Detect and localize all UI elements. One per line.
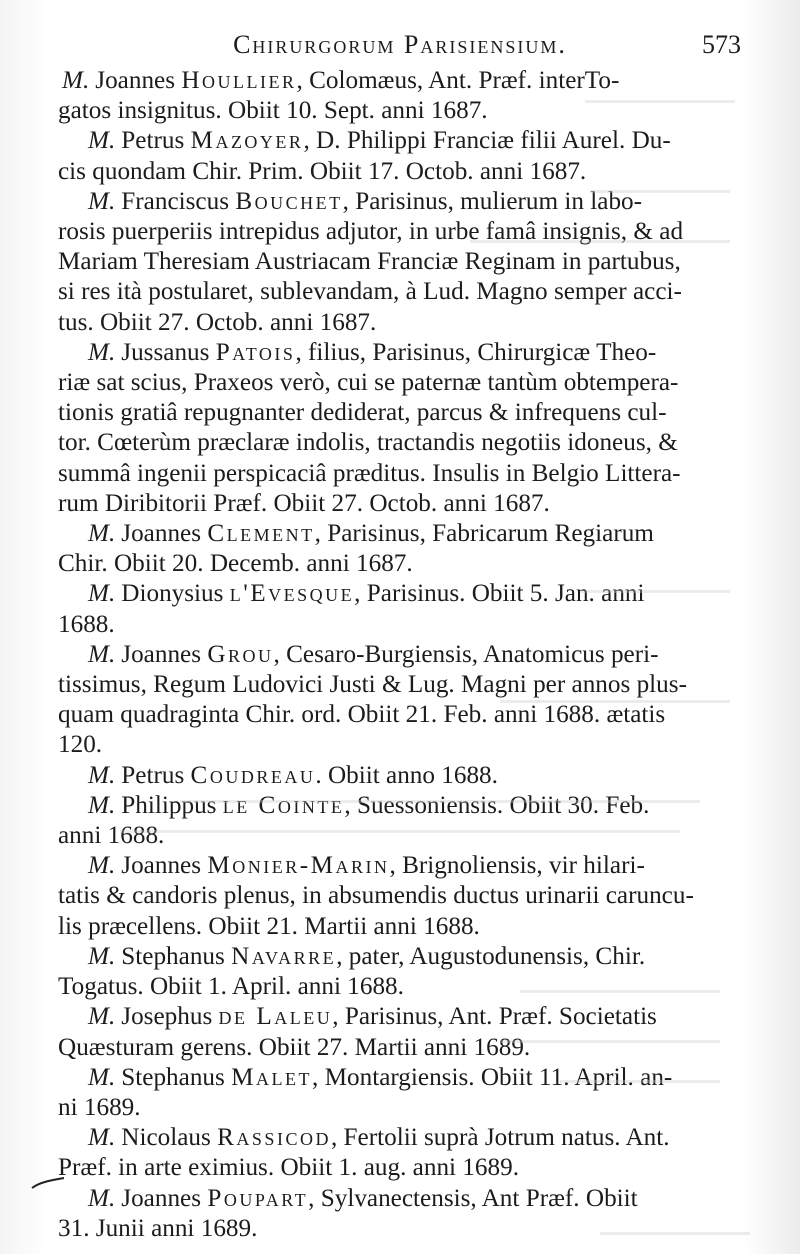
magister-abbrev: M. [88, 852, 116, 880]
surname: Rassicod [217, 1124, 331, 1152]
entry-text: , filius, Parisinus, Chirurgicæ Theo- [295, 338, 657, 366]
entry-text: , Sylvanectensis, Ant Præf. Obiit [308, 1184, 638, 1212]
magister-abbrev: M. [88, 1003, 116, 1031]
entry-first-line [58, 579, 762, 609]
magister-abbrev: M. [88, 338, 116, 366]
given-name: Joannes [121, 640, 208, 668]
entry-first-line [58, 640, 762, 670]
entry-first-line [58, 1002, 762, 1032]
entry-first-line [58, 126, 762, 156]
necrology-entry [58, 791, 762, 851]
entry-line: rum Diribitorii Præf. Obiit 27. Octob. anni 1687. [58, 489, 550, 517]
entry-text: , Parisinus. Obiit 5. Jan. anni [354, 580, 645, 608]
magister-abbrev: M. [88, 761, 116, 789]
magister-abbrev: M. [88, 942, 116, 970]
surname: l'Evesque [229, 580, 355, 608]
necrology-entry [58, 942, 762, 1002]
necrology-entry [58, 1123, 762, 1183]
entry-line: 120. [58, 731, 103, 759]
entry-line: riæ sat scius, Praxeos verò, cui se paternæ tantùm obtempera- [58, 369, 679, 397]
entry-first-line [58, 1123, 762, 1153]
necrology-entry [58, 338, 762, 519]
given-name: Petrus [121, 761, 191, 789]
given-name: Josephus [121, 1003, 219, 1031]
surname: Clement [207, 520, 315, 548]
entry-line: 31. Junii anni 1689. [58, 1214, 258, 1242]
given-name: Joannes [121, 520, 208, 548]
entry-line: Præf. in arte eximius. Obiit 1. aug. anni 1689. [58, 1154, 520, 1182]
entry-first-line [58, 66, 762, 96]
entry-line: si res ità postularet, sublevandam, à Lud. Magno semper acci- [58, 278, 682, 306]
necrology-entry [58, 640, 762, 761]
entry-first-line [58, 791, 762, 821]
necrology-entry [58, 761, 762, 791]
entry-text: , Parisinus, Fabricarum Regiarum [314, 520, 654, 548]
entry-text: , pater, Augustodunensis, Chir. [336, 942, 646, 970]
entry-line: cis quondam Chir. Prim. Obiit 17. Octob. anni 1687. [58, 157, 587, 185]
entry-first-line [58, 851, 762, 881]
surname: Houllier [181, 67, 297, 94]
entry-first-line [58, 1063, 762, 1093]
page-number: 573 [702, 30, 741, 59]
magister-abbrev: M. [88, 791, 116, 819]
given-name: Jussanus [121, 338, 216, 366]
entry-text: , Montargiensis. Obiit 11. April. an- [312, 1063, 673, 1091]
entry-first-line [58, 1184, 762, 1214]
surname: de Laleu [218, 1003, 333, 1031]
magister-abbrev: M. [88, 187, 116, 215]
magister-abbrev: M. [88, 640, 116, 668]
entry-first-line [58, 761, 762, 791]
entry-line: gatos insignitus. Obiit 10. Sept. anni 1687. [58, 97, 488, 125]
entry-text: , Parisinus, mulierum in labo- [342, 187, 643, 215]
given-name: Philippus [121, 791, 223, 819]
entry-first-line [58, 187, 762, 217]
surname: le Cointe [222, 791, 345, 819]
entry-line: ni 1689. [58, 1093, 141, 1121]
entry-first-line [58, 519, 762, 549]
entry-text: , Brignoliensis, vir hilari- [389, 852, 645, 880]
entry-text: , Cesaro-Burgiensis, Anatomicus peri- [273, 640, 659, 668]
surname: Poupart [207, 1184, 309, 1212]
given-name: Joannes [121, 852, 208, 880]
surname: Grou [207, 640, 274, 668]
entries-list [58, 66, 762, 1244]
given-name: Stephanus [121, 1063, 232, 1091]
entry-line: rosis puerperiis intrepidus adjutor, in urbe famâ insignis, & ad [58, 218, 684, 246]
entry-text: . Obiit anno 1688. [315, 761, 498, 789]
surname: Coudreau [190, 761, 316, 789]
entry-line: Chir. Obiit 20. Decemb. anni 1687. [58, 550, 413, 578]
running-title: Chirurgorum Parisiensium. [233, 30, 567, 59]
necrology-entry [58, 579, 762, 639]
entry-line: quam quadraginta Chir. ord. Obiit 21. Feb. anni 1688. ætatis [58, 701, 666, 729]
surname: Malet [231, 1063, 313, 1091]
surname: Monier-Marin [207, 852, 390, 880]
necrology-entry [58, 1184, 762, 1244]
necrology-entry [58, 851, 762, 942]
entry-line: tus. Obiit 27. Octob. anni 1687. [58, 308, 377, 336]
magister-abbrev: M. [88, 580, 116, 608]
entry-line: tatis & candoris plenus, in absumendis ductus urinarii caruncu- [58, 882, 694, 910]
entry-line: anni 1688. [58, 822, 165, 850]
necrology-entry [58, 1002, 762, 1062]
entry-text: , D. Philippi Franciæ filii Aurel. Du- [303, 127, 671, 155]
necrology-entry [58, 1063, 762, 1123]
entry-line: lis præcellens. Obiit 21. Martii anni 1688. [58, 912, 480, 940]
necrology-entry [58, 126, 762, 186]
magister-abbrev: M. [88, 1063, 116, 1091]
given-name: Stephanus [121, 942, 232, 970]
given-name: Petrus [121, 127, 191, 155]
entry-text: , Fertolii suprà Jotrum natus. Ant. [330, 1124, 670, 1152]
entry-line: Togatus. Obiit 1. April. anni 1688. [58, 973, 404, 1001]
given-name: Joannes [95, 67, 182, 94]
magister-abbrev: M. [62, 67, 90, 94]
entry-line: Mariam Theresiam Austriacam Franciæ Reginam in partubus, [58, 248, 681, 276]
pen-stroke-mark [30, 1172, 66, 1192]
magister-abbrev: M. [88, 1124, 116, 1152]
surname: Patois [215, 338, 296, 366]
necrology-entry [58, 519, 762, 579]
given-name: Joannes [121, 1184, 208, 1212]
magister-abbrev: M. [88, 520, 116, 548]
entry-text: , Parisinus, Ant. Præf. Societatis [332, 1003, 657, 1031]
surname: Bouchet [235, 187, 343, 215]
magister-abbrev: M. [88, 1184, 116, 1212]
entry-first-line [58, 942, 762, 972]
entry-line: summâ ingenii perspicaciâ præditus. Insulis in Belgio Littera- [58, 459, 681, 487]
entry-line: tionis gratiâ repugnanter dediderat, parcus & infrequens cul- [58, 399, 667, 427]
entry-line: 1688. [58, 610, 115, 638]
entry-line: tor. Cœterùm præclaræ indolis, tractandis negotiis idoneus, & [58, 429, 678, 457]
entry-line: Quæsturam gerens. Obiit 27. Martii anni 1689. [58, 1033, 531, 1061]
necrology-entry [58, 66, 762, 126]
surname: Navarre [231, 942, 337, 970]
magister-abbrev: M. [88, 127, 116, 155]
entry-text: , Suessoniensis. Obiit 30. Feb. [344, 791, 650, 819]
given-name: Nicolaus [121, 1124, 218, 1152]
necrology-entry [58, 187, 762, 338]
entry-first-line [58, 338, 762, 368]
given-name: Dionysius [121, 580, 230, 608]
entry-text: , Colomæus, Ant. Præf. interTo- [296, 67, 620, 94]
given-name: Franciscus [121, 187, 236, 215]
entry-line: tissimus, Regum Ludovici Justi & Lug. Magni per annos plus- [58, 671, 687, 699]
surname: Mazoyer [190, 127, 304, 155]
